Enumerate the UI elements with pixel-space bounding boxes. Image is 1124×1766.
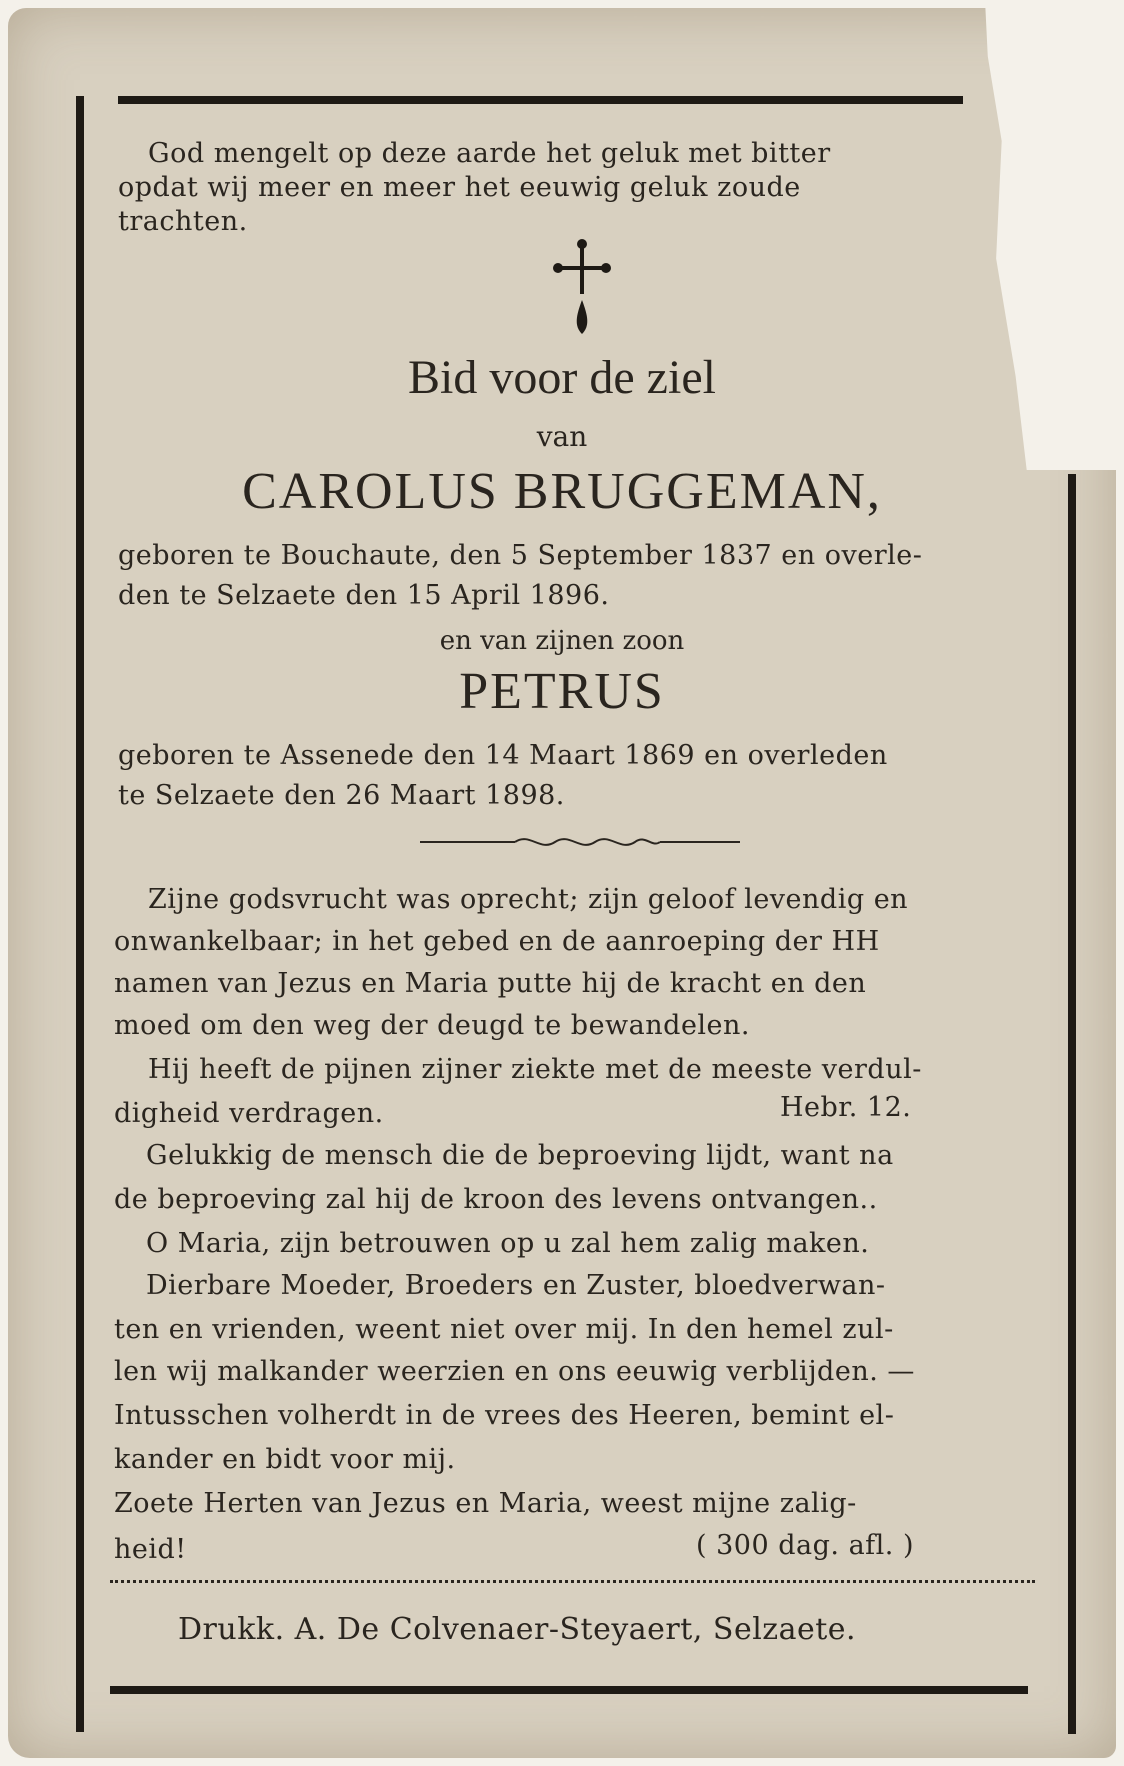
person2-detail-line-1: geboren te Assenede den 14 Maart 1869 en overleden <box>118 740 888 771</box>
frame-bottom-line <box>110 1686 1028 1694</box>
van-label: van <box>536 420 588 453</box>
person1-detail-line-2: den te Selzaete den 15 April 1896. <box>118 580 610 611</box>
body-line-13: Intusschen volherdt in de vrees des Heeren, bemint el- <box>114 1400 895 1431</box>
body-line-3: namen van Jezus en Maria putte hij de kracht en den <box>114 968 867 999</box>
body-line-9: O Maria, zijn betrouwen op u zal hem zalig maken. <box>146 1228 870 1259</box>
body-line-1: Zijne godsvrucht was oprecht; zijn geloof levendig en <box>148 884 909 915</box>
body-line-11: ten en vrienden, weent niet over mij. In den hemel zul- <box>114 1314 894 1345</box>
body-line-14: kander en bidt voor mij. <box>114 1444 456 1475</box>
reference-text: Hebr. 12. <box>780 1092 912 1123</box>
body-line-10: Dierbare Moeder, Broeders en Zuster, bloedverwan- <box>146 1270 886 1301</box>
cross-icon <box>552 238 612 338</box>
footer-divider <box>110 1580 1035 1583</box>
body-line-5: Hij heeft de pijnen zijner ziekte met de meeste verdul- <box>148 1054 922 1085</box>
body-line-15: Zoete Herten van Jezus en Maria, weest mijne zalig- <box>114 1488 857 1519</box>
body-line-7: Gelukkig de mensch die de beproeving lijdt, want na <box>146 1140 894 1171</box>
printer-credit: Drukk. A. De Colvenaer-Steyaert, Selzaete. <box>178 1612 857 1647</box>
body-line-6: digheid verdragen. <box>114 1098 384 1129</box>
person1-detail-line-1: geboren te Bouchaute, den 5 September 1837 en overle- <box>118 540 923 571</box>
indulgence-text: ( 300 dag. afl. ) <box>696 1530 914 1561</box>
person1-name: CAROLUS BRUGGEMAN, <box>242 463 882 520</box>
body-line-4: moed om den weg der deugd te bewandelen. <box>114 1010 751 1041</box>
page-title: Bid voor de ziel <box>408 351 716 404</box>
body-line-16: heid! <box>114 1534 187 1565</box>
body-line-8: de beproeving zal hij de kroon des levens ontvangen.. <box>114 1184 878 1215</box>
body-line-12: len wij malkander weerzien en ons eeuwig verblijden. — <box>114 1356 915 1387</box>
frame-top-line <box>118 96 963 104</box>
person2-name: PETRUS <box>459 663 665 720</box>
connector-text: en van zijnen zoon <box>439 626 685 656</box>
intro-line-2: opdat wij meer en meer het eeuwig geluk zoude <box>118 172 801 203</box>
frame-left-line <box>76 96 84 1732</box>
intro-line-3: trachten. <box>118 206 248 237</box>
ornament-divider-icon <box>420 830 740 854</box>
body-line-2: onwankelbaar; in het gebed en de aanroeping der HH <box>114 926 880 957</box>
intro-line-1: God mengelt op deze aarde het geluk met bitter <box>148 138 831 169</box>
person2-detail-line-2: te Selzaete den 26 Maart 1898. <box>118 780 565 811</box>
